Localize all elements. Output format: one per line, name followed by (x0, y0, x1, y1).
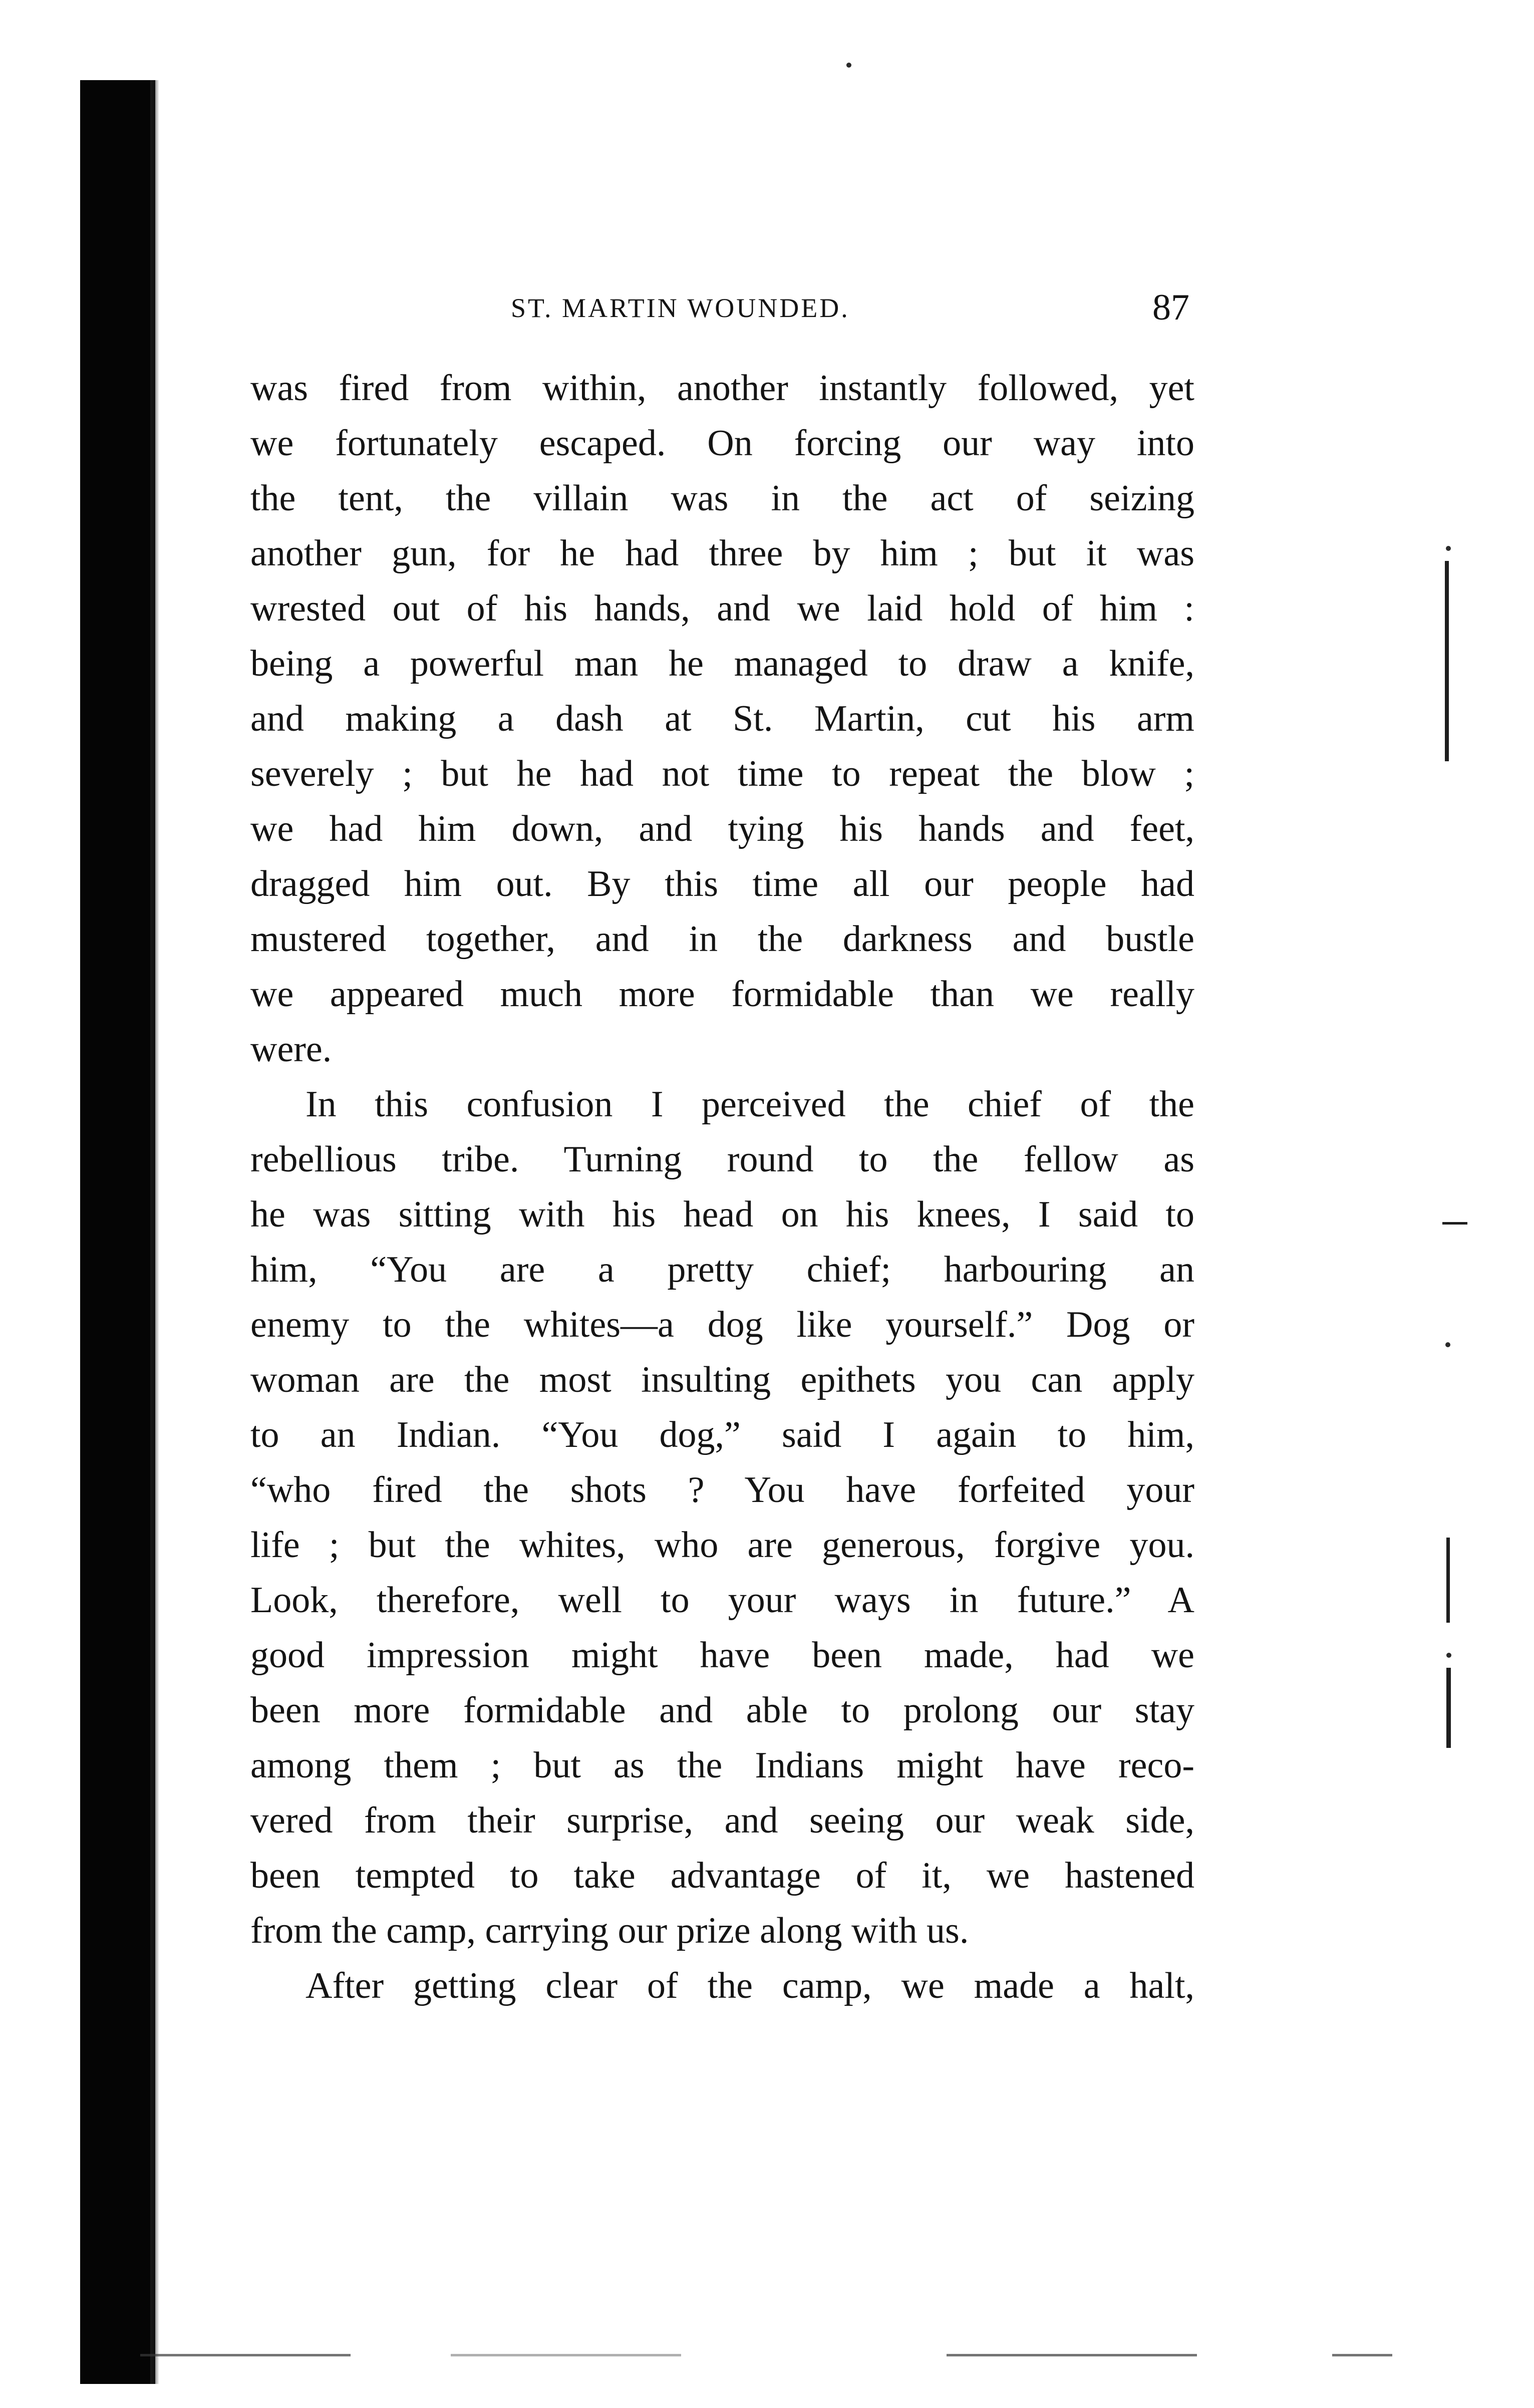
margin-dot (846, 63, 851, 68)
paragraph (250, 1077, 1194, 1958)
bottom-smudge (140, 2354, 351, 2356)
text-line: were. (250, 1029, 332, 1070)
text-line: life ; but the whites, who are generous, forgive you. (250, 1525, 1194, 1566)
text-line: mustered together, and in the darkness and bustle (250, 919, 1194, 960)
paragraph (250, 1958, 1194, 2013)
text-line: from the camp, carrying our prize along with us. (250, 1910, 969, 1951)
margin-dot (1446, 546, 1451, 551)
binding-edge (80, 80, 155, 2384)
bottom-smudge (1332, 2354, 1392, 2356)
text-line: been more formidable and able to prolong our stay (250, 1690, 1194, 1731)
text-line: woman are the most insulting epithets you can apply (250, 1359, 1194, 1400)
text-line: been tempted to take advantage of it, we hastened (250, 1855, 1194, 1896)
bottom-smudge (451, 2354, 681, 2356)
margin-dot (1445, 1342, 1450, 1347)
margin-mark (1446, 1538, 1450, 1623)
text-line: he was sitting with his head on his knees, I said to (250, 1194, 1194, 1235)
page-header (250, 286, 1194, 332)
running-head: ST. MARTIN WOUNDED. (511, 293, 850, 323)
text-line: “who fired the shots ? You have forfeited your (250, 1469, 1194, 1511)
text-line: good impression might have been made, had we (250, 1635, 1194, 1676)
text-line: After getting clear of the camp, we made a halt, (305, 1965, 1194, 2006)
text-line: another gun, for he had three by him ; but it was (250, 533, 1194, 574)
text-line: severely ; but he had not time to repeat the blow ; (250, 753, 1194, 794)
text-line: Look, therefore, well to your ways in future.” A (250, 1580, 1194, 1621)
margin-mark (1445, 561, 1449, 761)
text-line: and making a dash at St. Martin, cut his arm (250, 698, 1194, 739)
page-number: 87 (1152, 287, 1189, 328)
text-line: dragged him out. By this time all our people had (250, 863, 1194, 905)
margin-mark (1446, 1668, 1451, 1748)
paragraph (250, 361, 1194, 1077)
text-line: we fortunately escaped. On forcing our way into (250, 423, 1194, 464)
body-text (250, 361, 1194, 2013)
text-line: was fired from within, another instantly followed, yet (250, 368, 1194, 409)
text-line: In this confusion I perceived the chief of the (305, 1084, 1194, 1125)
text-line: we had him down, and tying his hands and feet, (250, 808, 1194, 849)
text-line: among them ; but as the Indians might have reco- (250, 1745, 1194, 1786)
text-line: wrested out of his hands, and we laid hold of him : (250, 588, 1194, 629)
text-line: we appeared much more formidable than we really (250, 974, 1194, 1015)
margin-mark (1442, 1222, 1467, 1225)
text-line: enemy to the whites—a dog like yourself.” Dog or (250, 1304, 1194, 1345)
text-line: to an Indian. “You dog,” said I again to him, (250, 1414, 1194, 1455)
text-line: vered from their surprise, and seeing our weak side, (250, 1800, 1194, 1841)
text-line: rebellious tribe. Turning round to the fellow as (250, 1139, 1194, 1180)
text-line: being a powerful man he managed to draw a knife, (250, 643, 1194, 684)
margin-dot (1446, 1653, 1451, 1658)
bottom-smudge (947, 2354, 1197, 2356)
binding-shadow (150, 80, 159, 2384)
text-line: him, “You are a pretty chief; harbouring an (250, 1249, 1194, 1290)
text-line: the tent, the villain was in the act of seizing (250, 478, 1194, 519)
